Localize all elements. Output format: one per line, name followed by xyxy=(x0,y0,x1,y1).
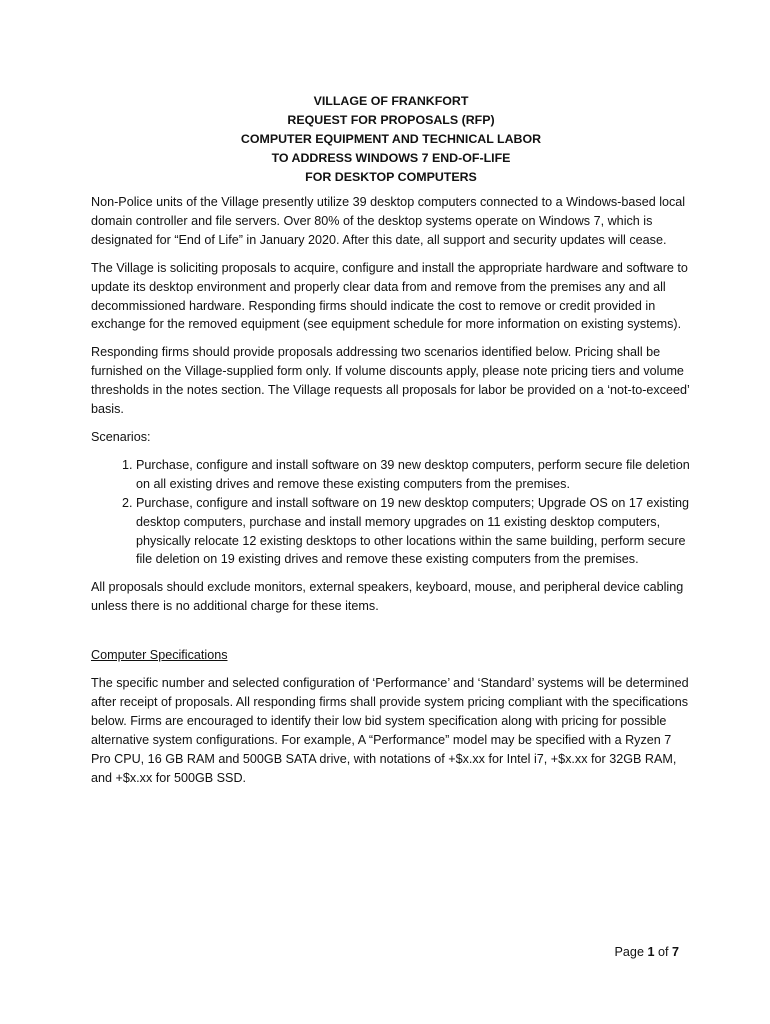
soliciting-paragraph: The Village is soliciting proposals to acquire, configure and install the appropriate hardware and software to update its desktop environment and properly clear data from and remove from the premises any and all decommissioned hardware. Responding firms should indicate the cost to remove or credit provided in exchange for the removed equipment (see equipment schedule for more information on existing systems). xyxy=(91,260,688,332)
specifications-paragraph: The specific number and selected configuration of ‘Performance’ and ‘Standard’ systems will be determined after receipt of proposals. All responding firms shall provide system pricing compliant with the specifications below. Firms are encouraged to identify their low bid system specification along with pricing for possible alternative system configurations. For example, A “Performance” model may be specified with a Ryzen 7 Pro CPU, 16 GB RAM and 500GB SATA drive, with notations of +$x.xx for Intel i7, +$x.xx for 32GB RAM, and +$x.xx for 500GB SSD. xyxy=(91,676,689,785)
computer-specifications-heading: Computer Specifications xyxy=(91,648,228,663)
scenario-item-1: 1. Purchase, configure and install software on 39 new desktop computers, perform secure file deletion on all existing drives and remove these existing computers from the premises. xyxy=(136,456,691,494)
of-word: of xyxy=(657,945,669,959)
title-line-subject: COMPUTER EQUIPMENT AND TECHNICAL LABOR xyxy=(240,132,542,146)
exclusions-paragraph: All proposals should exclude monitors, external speakers, keyboard, mouse, and peripheral device cabling unless there is no additional charge for these items. xyxy=(91,580,684,614)
title-line-purpose: TO ADDRESS WINDOWS 7 END-OF-LIFE xyxy=(271,151,511,165)
title-line-scope: FOR DESKTOP COMPUTERS xyxy=(305,170,477,184)
document-title xyxy=(91,92,691,187)
scenarios-label: Scenarios: xyxy=(91,429,151,444)
document-body xyxy=(91,92,691,796)
page-number: 1 xyxy=(647,945,655,959)
page-footer xyxy=(615,943,679,961)
scenarios-list xyxy=(91,456,691,569)
page-total: 7 xyxy=(671,945,679,959)
scenario-item-2: 2. Purchase, configure and install software on 19 new desktop computers; Upgrade OS on 17 existing desktop computers, purchase and install memory upgrades on 11 existing desktop computers, physically relocate 12 existing desktops to other locations within the same building, perform secure file deletion on 19 existing drives and remove these existing computers from the premises. xyxy=(136,494,691,570)
scenarios-intro-paragraph: Responding firms should provide proposals addressing two scenarios identified below. Pricing shall be furnished on the Village-supplied form only. If volume discounts apply, please note pricing tiers and volume thresholds in the notes section. The Village requests all proposals for labor be provided on a ‘not-to-exceed’ basis. xyxy=(91,345,690,417)
title-line-rfp: REQUEST FOR PROPOSALS (RFP) xyxy=(287,113,495,127)
page-word: Page xyxy=(614,945,644,959)
intro-paragraph: Non-Police units of the Village presently utilize 39 desktop computers connected to a Windows-based local domain controller and file servers. Over 80% of the desktop systems operate on Windows 7, which is designated for “End of Life” in January 2020. After this date, all support and security updates will cease. xyxy=(91,195,686,247)
title-line-organization: VILLAGE OF FRANKFORT xyxy=(313,94,469,108)
